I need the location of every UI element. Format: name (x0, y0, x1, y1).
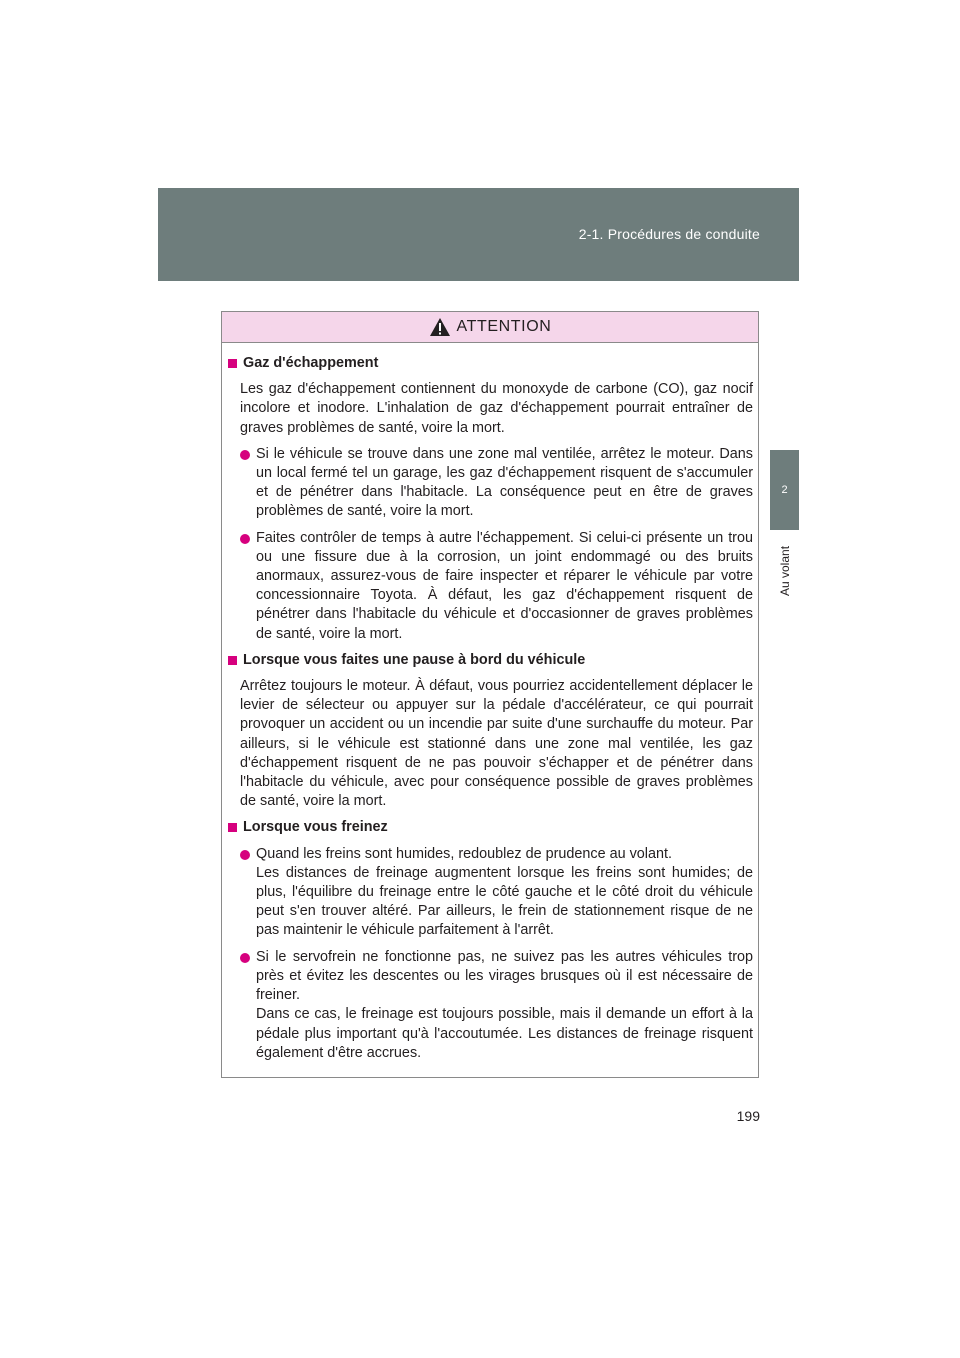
bullet-item (228, 948, 753, 1063)
bullet-item (228, 529, 753, 644)
square-bullet-icon (228, 656, 237, 665)
warning-header (222, 312, 758, 342)
section-paragraph: Arrêtez toujours le moteur. À défaut, vous pourriez accidentellement déplacer le levier de sélecteur ou appuyer sur la pédale d'accélérateur, ce qui pourrait provoquer un accident ou un incendie par suite d'une surchauffe du moteur. Par ailleurs, si le véhicule est stationné dans une zone mal ventilée, les gaz d'échappement risquent de ne pas pouvoir s'échapper et de pénétrer dans l'habitacle du véhicule, avec pour conséquence possible de graves problèmes de santé, voire la mort. (240, 678, 753, 810)
header-band (158, 188, 799, 281)
bullet-line: Les distances de freinage augmentent lorsque les freins sont humides; de plus, l'équilibre du freinage entre le côté gauche et le côté droit du véhicule peut s'en trouver altéré. Par ailleurs, le frein de stationnement risque de ne pas maintenir le véhicule parfaitement à l'arrêt. (256, 864, 753, 939)
chapter-number: 2 (781, 484, 788, 496)
section-title-text: Lorsque vous faites une pause à bord du véhicule (243, 651, 586, 668)
warning-section (228, 818, 753, 1062)
section-title-text: Gaz d'échappement (243, 355, 379, 371)
section-paragraph: Les gaz d'échappement contiennent du monoxyde de carbone (CO), gaz nocif incolore et inodore. L'inhalation de gaz d'échappement pourrait entraîner de graves problèmes de santé, voire la mort. (240, 381, 753, 436)
bullet-text (256, 529, 753, 644)
section-heading (228, 354, 753, 373)
warning-triangle-icon (429, 317, 451, 337)
section-title-text: Lorsque vous freinez (243, 819, 388, 836)
chapter-label: Au volant (778, 545, 792, 597)
warning-content (222, 343, 758, 1063)
bullet-line: Si le servofrein ne fonctionne pas, ne suivez pas les autres véhicules trop près et évitez les descentes ou les virages brusques où il est nécessaire de freiner. (256, 948, 753, 1004)
chapter-tab (770, 450, 799, 530)
square-bullet-icon (228, 359, 237, 368)
round-bullet-icon (240, 850, 250, 860)
round-bullet-icon (240, 953, 250, 963)
page-number: 199 (736, 1108, 760, 1124)
bullet-line: Dans ce cas, le freinage est toujours possible, mais il demande un effort à la pédale plus important qu'à l'accoutumée. Les distances de freinage risquent également d'être accrues. (256, 1006, 753, 1061)
bullet-text (256, 845, 753, 941)
section-heading (228, 818, 753, 837)
bullet-line: Si le véhicule se trouve dans une zone mal ventilée, arrêtez le moteur. Dans un local fermé tel un garage, les gaz d'échappement risquent de s'accumuler et de pénétrer dans l'habitacle. La conséquence peut en être de graves problèmes de santé, voire la mort. (256, 445, 753, 520)
warning-heading: ATTENTION (456, 318, 552, 335)
section-heading (228, 651, 753, 670)
round-bullet-icon (240, 534, 250, 544)
section-title: 2-1. Procédures de conduite (578, 226, 760, 242)
bullet-line: Faites contrôler de temps à autre l'échappement. Si celui-ci présente un trou ou une fissure due à la corrosion, un joint endommagé ou des bruits anormaux, assurez-vous de faire inspecter et réparer le véhicule par votre concessionnaire Toyota. À défaut, les gaz d'échappement risquent de pénétrer dans l'habitacle du véhicule et d'occasionner de graves problèmes de santé, voire la mort. (256, 529, 753, 642)
round-bullet-icon (240, 450, 250, 460)
bullet-line: Quand les freins sont humides, redoublez de prudence au volant. (256, 845, 672, 862)
bullet-item (228, 845, 753, 941)
warning-box (221, 311, 759, 1078)
warning-section (228, 354, 753, 644)
square-bullet-icon (228, 823, 237, 832)
bullet-item (228, 445, 753, 522)
bullet-text (256, 948, 753, 1063)
bullet-text (256, 445, 753, 522)
warning-section (228, 651, 753, 812)
